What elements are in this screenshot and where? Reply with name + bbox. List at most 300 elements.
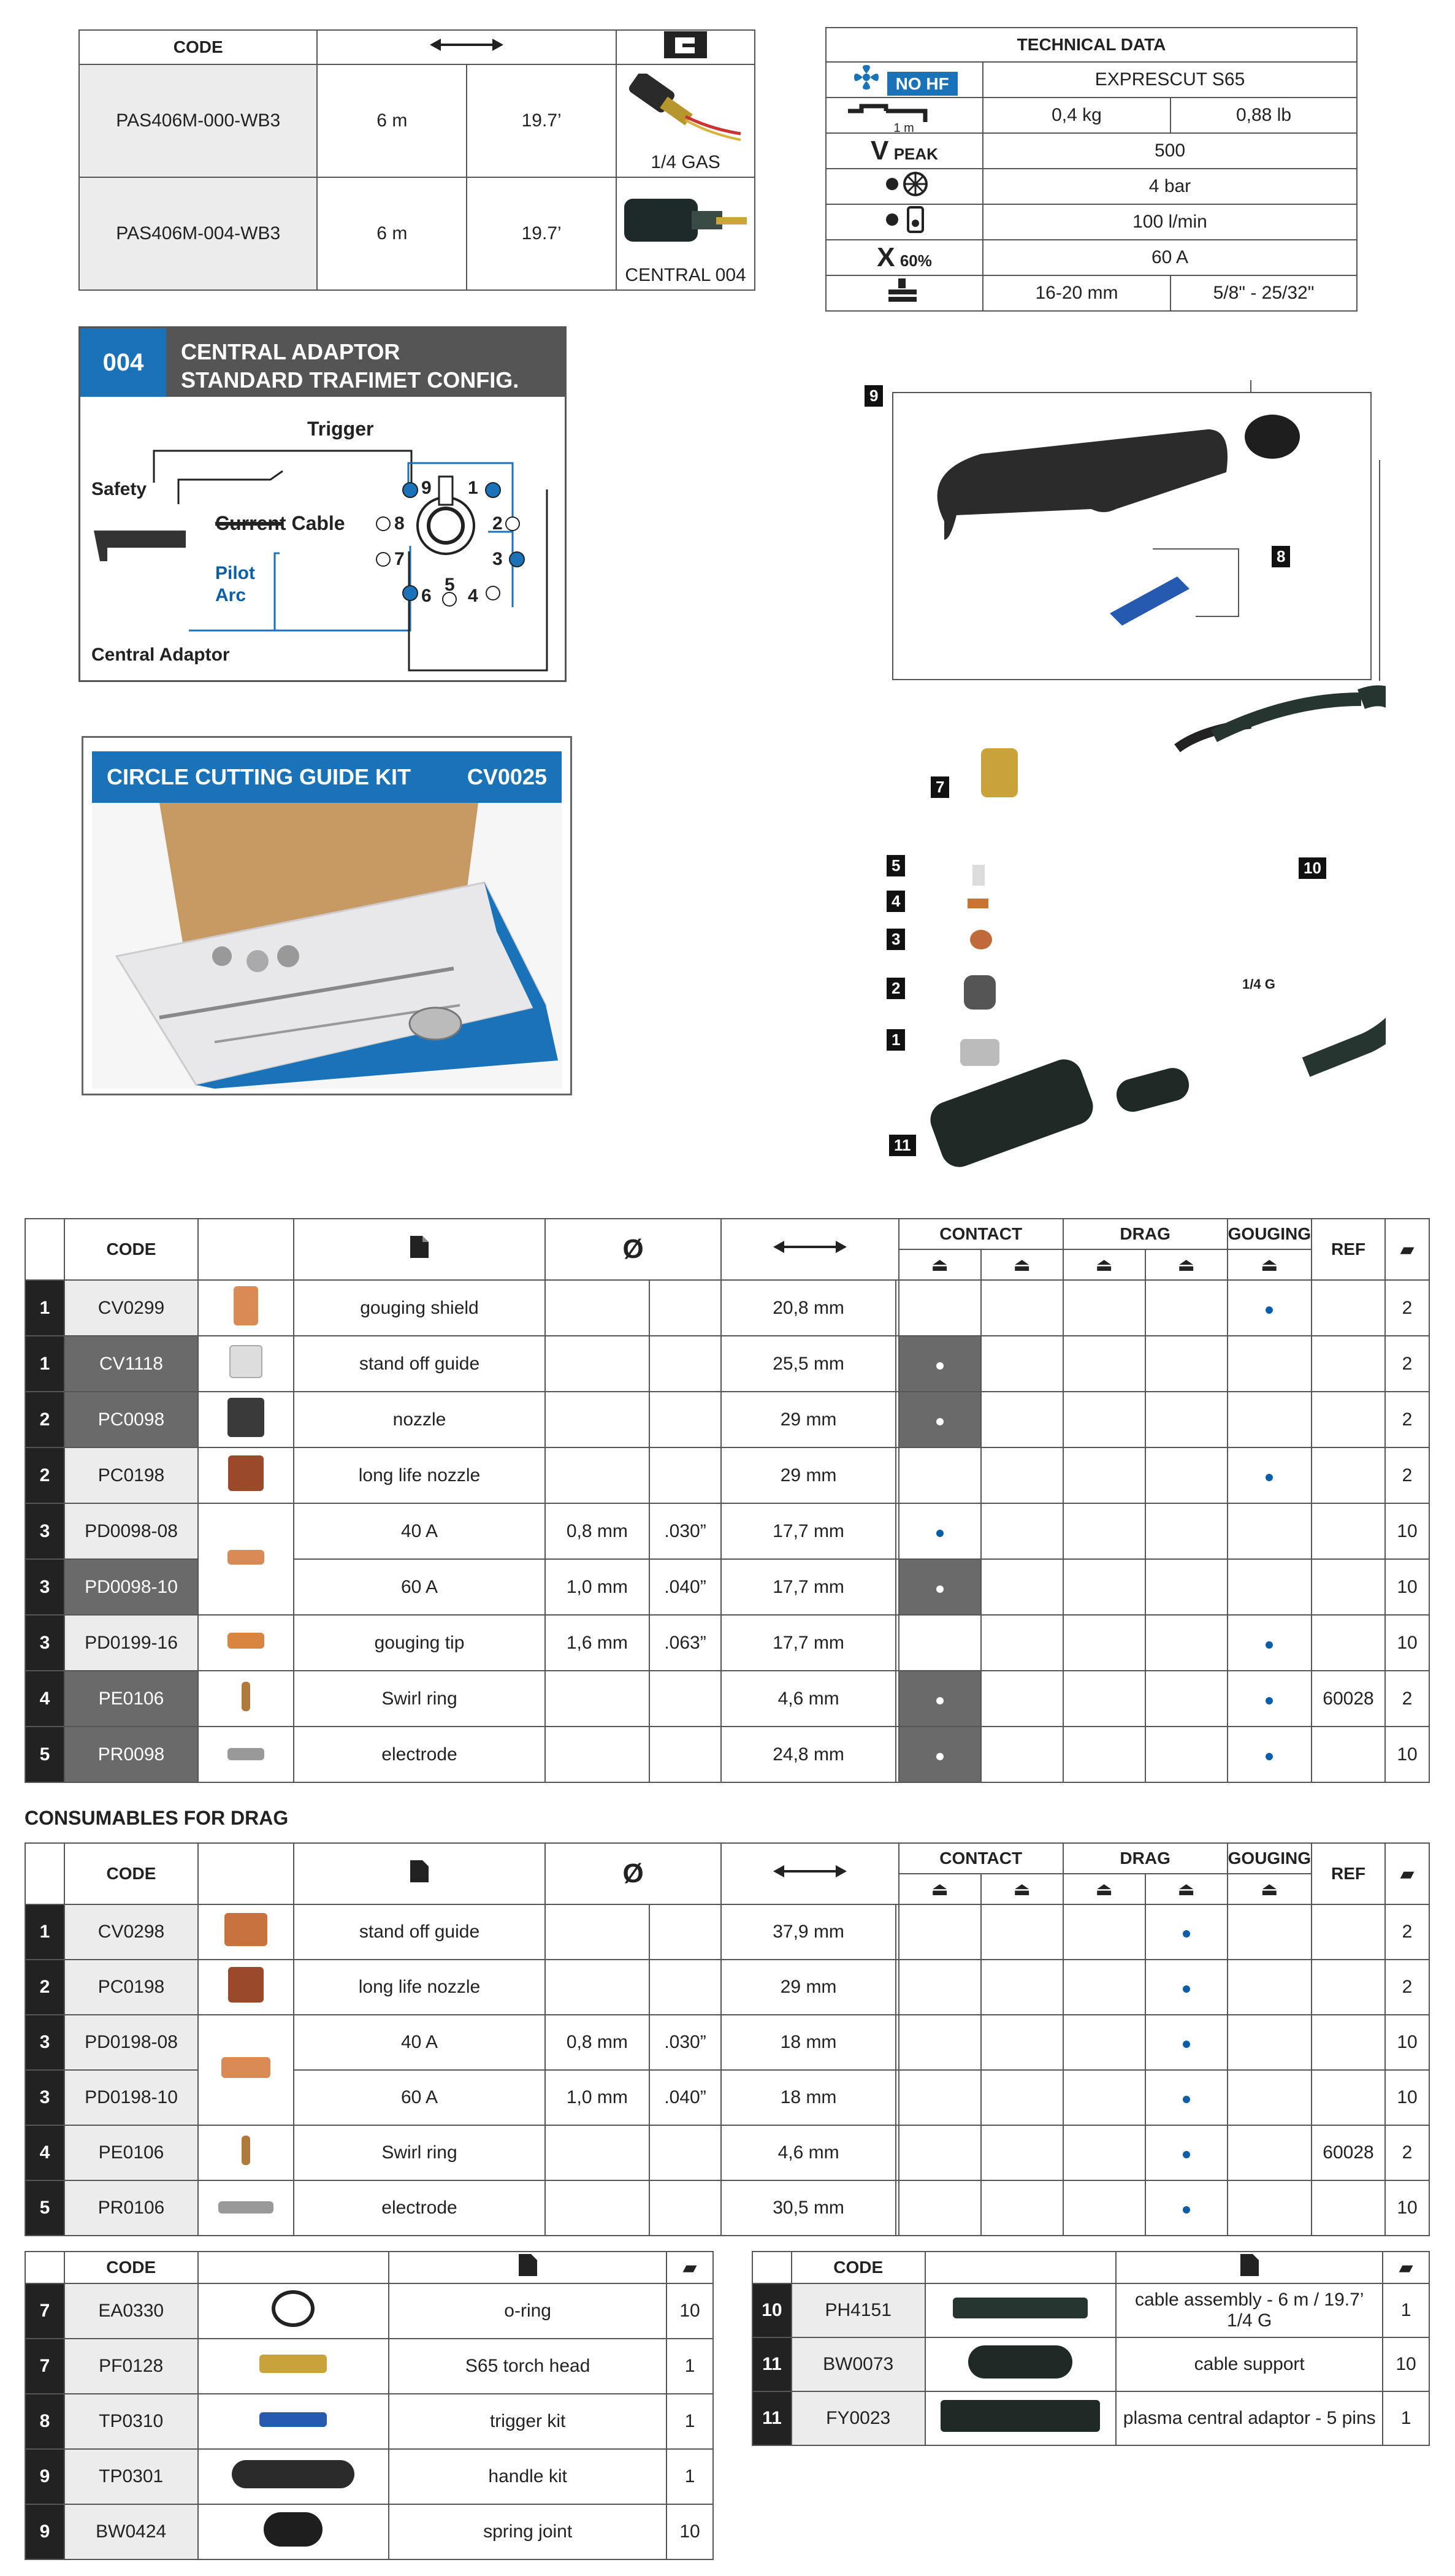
item-qty: 2	[1385, 1336, 1429, 1392]
item-desc: stand off guide	[294, 1904, 545, 1960]
peak-icon-cell	[826, 133, 983, 169]
diagram-tag-8: 8	[1272, 546, 1290, 567]
item-ref	[1312, 1904, 1385, 1960]
length-ft: 19.7’	[467, 177, 616, 290]
item-diam-in	[649, 1447, 722, 1503]
item-desc: electrode	[294, 2180, 545, 2236]
length-ft: 19.7’	[467, 64, 616, 177]
item-image	[925, 2283, 1117, 2337]
document-icon	[409, 1859, 430, 1884]
item-image	[198, 2015, 294, 2125]
pin-label-3: 3	[492, 549, 503, 569]
col-length	[721, 1219, 898, 1280]
cut-icon-cell	[826, 275, 983, 311]
kit-title: CIRCLE CUTTING GUIDE KIT	[107, 764, 411, 789]
trigger-kit-image	[1110, 577, 1190, 626]
box-icon: ▰	[1383, 2252, 1429, 2283]
col-desc	[294, 1843, 545, 1904]
item-length: 4,6 mm	[721, 1671, 896, 1727]
item-ref	[1312, 2070, 1385, 2125]
pin-label-9: 9	[421, 478, 432, 498]
weight-lb: 0,88 lb	[1170, 98, 1357, 133]
diameter-icon: Ø	[545, 1219, 721, 1280]
central-adaptor-image	[925, 1054, 1098, 1172]
flow-icon	[880, 205, 929, 234]
item-number: 3	[25, 1559, 64, 1615]
diagram-tag-7: 7	[931, 776, 949, 798]
item-number: 8	[25, 2394, 64, 2449]
col-img	[198, 1219, 294, 1280]
item-length: 29 mm	[721, 1960, 896, 2015]
item-qty: 10	[1385, 2015, 1429, 2070]
table-row	[25, 1615, 1429, 1671]
item-diam-in	[649, 1671, 722, 1727]
item-diam-mm: 1,6 mm	[545, 1615, 649, 1671]
connector-header	[616, 30, 755, 64]
table-row	[25, 1727, 1429, 1782]
item-number: 1	[25, 1904, 64, 1960]
item-number: 1	[25, 1280, 64, 1336]
item-desc: 40 A	[294, 2015, 545, 2070]
item-diam-in	[649, 1280, 722, 1336]
exploded-diagram	[834, 380, 1386, 1202]
table-row	[25, 2015, 1429, 2070]
table-row	[752, 2283, 1429, 2337]
adaptor-header	[80, 328, 565, 397]
gouging-mode-icon: ⏏	[1228, 1874, 1312, 1904]
item-diam-mm	[545, 1447, 649, 1503]
item-desc: electrode	[294, 1727, 545, 1782]
current-cable-label: Current Cable	[215, 512, 345, 534]
cut-mm: 16-20 mm	[983, 275, 1170, 311]
item-diam-mm	[545, 1960, 649, 2015]
weight-icon-cell	[826, 98, 983, 133]
gouging-mark	[1228, 1671, 1312, 1727]
item-ref	[1312, 1280, 1385, 1336]
cable-length-icon	[846, 99, 938, 127]
item-number: 11	[752, 2391, 792, 2445]
pressure-icon-cell	[826, 169, 983, 204]
document-icon	[1239, 2253, 1260, 2277]
item-image	[198, 1392, 294, 1447]
table-row	[25, 2339, 713, 2394]
item-number: 2	[25, 1392, 64, 1447]
item-code: PF0128	[64, 2339, 198, 2394]
pin-label-2: 2	[492, 513, 503, 534]
table-row	[25, 1336, 1429, 1392]
item-number: 5	[25, 2180, 64, 2236]
item-qty: 1	[1383, 2391, 1429, 2445]
contact-mark	[899, 1727, 981, 1782]
item-code: PR0106	[64, 2180, 198, 2236]
item-image	[198, 2180, 294, 2236]
diameter-icon: Ø	[545, 1843, 721, 1904]
item-desc: 60 A	[294, 2070, 545, 2125]
item-ref	[1312, 1559, 1385, 1615]
voltage-icon: V	[871, 136, 889, 166]
item-diam-mm	[545, 1727, 649, 1782]
col-drag: DRAG	[1063, 1843, 1228, 1874]
item-diam-in	[649, 1904, 722, 1960]
item-code: PC0098	[64, 1392, 198, 1447]
item-image	[198, 1280, 294, 1336]
spring-joint-image	[1245, 415, 1300, 459]
item-image	[198, 1615, 294, 1671]
col-num	[25, 1219, 64, 1280]
item-ref	[1312, 1727, 1385, 1782]
contact-mark	[899, 1559, 981, 1615]
table-row	[25, 2180, 1429, 2236]
item-code: CV0298	[64, 1904, 198, 1960]
contact-mark	[899, 1392, 981, 1447]
item-desc: stand off guide	[294, 1336, 545, 1392]
item-length: 37,9 mm	[721, 1904, 896, 1960]
item-image	[198, 2504, 389, 2559]
table-row	[25, 1671, 1429, 1727]
col-code: CODE	[64, 2252, 198, 2283]
cut-in: 5/8" - 25/32"	[1170, 275, 1357, 311]
length-m: 6 m	[317, 64, 467, 177]
torch-head-image	[981, 748, 1018, 797]
item-code: CV1118	[64, 1336, 198, 1392]
item-diam-mm: 0,8 mm	[545, 2015, 649, 2070]
safety-label: Safety	[91, 479, 147, 499]
item-ref	[1312, 1447, 1385, 1503]
item-desc-line-1: cable assembly - 6 m / 19.7’	[1134, 2290, 1364, 2310]
connector-label: CENTRAL 004	[625, 265, 746, 285]
item-qty: 2	[1385, 1392, 1429, 1447]
code-cell: PAS406M-004-WB3	[79, 177, 317, 290]
item-length: 18 mm	[721, 2070, 896, 2125]
col-contact: CONTACT	[899, 1219, 1063, 1249]
col-gouging: GOUGING	[1228, 1219, 1312, 1249]
diagram-tag-9: 9	[865, 385, 883, 407]
item-diam-mm	[545, 2125, 649, 2180]
item-ref	[1312, 1615, 1385, 1671]
kit-box-image	[92, 803, 562, 1089]
item-number: 7	[25, 2339, 64, 2394]
item-qty: 10	[666, 2283, 713, 2339]
gas-connector-image	[624, 74, 747, 147]
item-desc: 40 A	[294, 1503, 545, 1559]
drag-mode-2-icon: ⏏	[1145, 1874, 1228, 1904]
item-desc: Swirl ring	[294, 1671, 545, 1727]
item-desc-line-2: 1/4 G	[1227, 2310, 1272, 2331]
item-qty: 10	[1385, 1615, 1429, 1671]
tech-table	[825, 27, 1358, 312]
item-code: TP0301	[64, 2449, 198, 2504]
item-image	[198, 1671, 294, 1727]
length-header	[317, 30, 616, 64]
item-diam-in: .030”	[649, 1503, 722, 1559]
item-desc: trigger kit	[389, 2394, 666, 2449]
adaptor-number: 004	[80, 328, 166, 397]
item-diam-in: .030”	[649, 2015, 722, 2070]
weight-kg: 0,4 kg	[983, 98, 1170, 133]
item-ref	[1312, 1503, 1385, 1559]
item-diam-in	[649, 2180, 722, 2236]
drag-mark	[1145, 2015, 1228, 2070]
col-gouging: GOUGING	[1228, 1843, 1312, 1874]
item-diam-mm: 1,0 mm	[545, 2070, 649, 2125]
item-qty: 2	[1385, 1447, 1429, 1503]
col-code: CODE	[792, 2252, 925, 2283]
item-image	[198, 1447, 294, 1503]
item-number: 2	[25, 1447, 64, 1503]
diagram-tag-2: 2	[887, 978, 905, 999]
code-table	[78, 29, 755, 291]
cut-thickness-icon	[886, 277, 923, 304]
fan-icon	[851, 65, 882, 90]
item-number: 4	[25, 1671, 64, 1727]
item-code: PD0198-08	[64, 2015, 198, 2070]
item-qty: 1	[666, 2339, 713, 2394]
item-number: 5	[25, 1727, 64, 1782]
item-desc: nozzle	[294, 1392, 545, 1447]
adaptor-title-1: CENTRAL ADAPTOR	[181, 339, 400, 364]
item-qty: 2	[1385, 2125, 1429, 2180]
item-qty: 10	[1385, 1727, 1429, 1782]
item-diam-mm	[545, 1904, 649, 1960]
gouging-mode-icon: ⏏	[1228, 1249, 1312, 1280]
item-code: FY0023	[792, 2391, 925, 2445]
item-ref	[1312, 1336, 1385, 1392]
peak-label: PEAK	[893, 145, 938, 163]
drag-mode-2-icon: ⏏	[1145, 1249, 1228, 1280]
drag-mark	[1145, 1960, 1228, 2015]
duty-value: 60 A	[983, 240, 1357, 275]
item-number: 10	[752, 2283, 792, 2337]
drag-mark	[1145, 1904, 1228, 1960]
item-code: PR0098	[64, 1727, 198, 1782]
item-image	[198, 2339, 389, 2394]
consumables-table	[25, 1218, 1430, 1783]
item-qty: 2	[1385, 1671, 1429, 1727]
pin-label-8: 8	[394, 513, 405, 534]
double-arrow-icon	[773, 1238, 847, 1256]
item-ref	[1312, 2015, 1385, 2070]
duty-cycle-icon: X	[877, 242, 895, 272]
diagram-tag-3: 3	[887, 929, 905, 950]
item-qty: 10	[1383, 2337, 1429, 2391]
unit-1m: 1 m	[893, 121, 914, 135]
code-header: CODE	[79, 30, 317, 64]
item-length: 17,7 mm	[721, 1615, 896, 1671]
item-qty: 10	[1385, 2070, 1429, 2125]
item-diam-in: .040”	[649, 2070, 722, 2125]
item-qty: 1	[1383, 2283, 1429, 2337]
table-row	[25, 1280, 1429, 1336]
drag-mode-1-icon: ⏏	[1063, 1249, 1145, 1280]
drag-mode-1-icon: ⏏	[1063, 1874, 1145, 1904]
item-image	[925, 2337, 1117, 2391]
spares-left-table	[25, 2251, 714, 2560]
duty-label: 60%	[899, 251, 932, 270]
item-code: PC0198	[64, 1447, 198, 1503]
gouging-mark	[1228, 1615, 1312, 1671]
item-number: 4	[25, 2125, 64, 2180]
item-desc: S65 torch head	[389, 2339, 666, 2394]
item-diam-mm	[545, 1671, 649, 1727]
item-length: 20,8 mm	[721, 1280, 896, 1336]
table-row	[25, 2125, 1429, 2180]
diagram-tag-11: 11	[889, 1135, 916, 1156]
item-qty: 2	[1385, 1280, 1429, 1336]
table-row	[25, 2449, 713, 2504]
drag-table	[25, 1842, 1430, 2236]
item-number: 11	[752, 2337, 792, 2391]
item-code: EA0330	[64, 2283, 198, 2339]
document-icon	[409, 1235, 430, 1259]
diagram-tag-4: 4	[887, 891, 905, 912]
connector-label: 1/4 GAS	[651, 152, 720, 172]
item-length: 24,8 mm	[721, 1727, 896, 1782]
item-qty: 10	[1385, 1503, 1429, 1559]
drag-mark	[1145, 2180, 1228, 2236]
table-row	[25, 2504, 713, 2559]
pin-label-1: 1	[468, 478, 478, 498]
item-qty: 1	[666, 2394, 713, 2449]
item-ref	[1312, 2180, 1385, 2236]
pin-label-5: 5	[445, 575, 455, 595]
item-code: BW0073	[792, 2337, 925, 2391]
peak-value: 500	[983, 133, 1357, 169]
table-row	[752, 2391, 1429, 2445]
item-ref	[1312, 1392, 1385, 1447]
col-desc	[389, 2252, 666, 2283]
item-code: PE0106	[64, 1671, 198, 1727]
item-diam-in	[649, 1336, 722, 1392]
item-qty: 2	[1385, 1904, 1429, 1960]
col-desc	[294, 1219, 545, 1280]
drag-mark	[1145, 2070, 1228, 2125]
code-cell: PAS406M-000-WB3	[79, 64, 317, 177]
nohf-cell	[826, 62, 983, 98]
pressure-value: 4 bar	[983, 169, 1357, 204]
item-image	[198, 1960, 294, 2015]
handle-image	[938, 429, 1228, 540]
item-number: 3	[25, 2015, 64, 2070]
flow-icon-cell	[826, 204, 983, 240]
item-diam-mm: 1,0 mm	[545, 1559, 649, 1615]
item-number: 2	[25, 1960, 64, 2015]
item-code: BW0424	[64, 2504, 198, 2559]
item-diam-in	[649, 2125, 722, 2180]
item-image	[198, 2394, 389, 2449]
item-desc: cable support	[1116, 2337, 1383, 2391]
gouging-mark	[1228, 1280, 1312, 1336]
pin-label-7: 7	[394, 549, 405, 569]
box-icon: ▰	[666, 2252, 713, 2283]
item-diam-mm	[545, 1336, 649, 1392]
item-number: 3	[25, 2070, 64, 2125]
item-number: 7	[25, 2283, 64, 2339]
diagram-tag-5: 5	[887, 855, 905, 876]
item-diam-in: .040”	[649, 1559, 722, 1615]
diagram-label-14g: 1/4 G	[1242, 976, 1275, 992]
adaptor-panel	[78, 326, 567, 682]
item-diam-mm	[545, 1280, 649, 1336]
item-qty: 10	[666, 2504, 713, 2559]
col-length	[721, 1843, 898, 1904]
table-row	[25, 1503, 1429, 1559]
item-image	[198, 1727, 294, 1782]
item-length: 4,6 mm	[721, 2125, 896, 2180]
table-row	[25, 1392, 1429, 1447]
adaptor-title-2: STANDARD TRAFIMET CONFIG.	[181, 367, 519, 393]
item-length: 29 mm	[721, 1447, 896, 1503]
model: EXPRESCUT S65	[983, 62, 1357, 98]
item-desc: o-ring	[389, 2283, 666, 2339]
central-connector-image	[624, 186, 747, 260]
box-icon: ▰	[1385, 1843, 1429, 1904]
item-desc: plasma central adaptor - 5 pins	[1116, 2391, 1383, 2445]
item-number: 9	[25, 2504, 64, 2559]
spares-right-table	[752, 2251, 1430, 2446]
item-length: 17,7 mm	[721, 1559, 896, 1615]
item-desc: gouging tip	[294, 1615, 545, 1671]
item-diam-mm	[545, 2180, 649, 2236]
contact-mark	[899, 1336, 981, 1392]
item-code: TP0310	[64, 2394, 198, 2449]
pilot-label: Pilot	[215, 563, 255, 583]
length-m: 6 m	[317, 177, 467, 290]
diagram-tag-10: 10	[1299, 857, 1326, 879]
kit-code: CV0025	[467, 764, 547, 789]
kit-panel	[82, 736, 572, 1095]
item-code: CV0299	[64, 1280, 198, 1336]
pilot-arc-label	[215, 562, 255, 607]
item-qty: 1	[666, 2449, 713, 2504]
pin-label-4: 4	[468, 586, 478, 606]
item-length: 18 mm	[721, 2015, 896, 2070]
item-length: 25,5 mm	[721, 1336, 896, 1392]
item-length: 29 mm	[721, 1392, 896, 1447]
table-row	[752, 2337, 1429, 2391]
table-row	[25, 1904, 1429, 1960]
item-image	[198, 1336, 294, 1392]
drag-mark	[1145, 2125, 1228, 2180]
item-qty: 10	[1385, 1559, 1429, 1615]
nohf-badge: NO HF	[887, 72, 958, 96]
item-image	[925, 2391, 1117, 2445]
item-image	[198, 1904, 294, 1960]
item-diam-in	[649, 1960, 722, 2015]
col-drag: DRAG	[1063, 1219, 1228, 1249]
trigger-label: Trigger	[307, 418, 374, 440]
item-image	[198, 2449, 389, 2504]
box-icon: ▰	[1385, 1219, 1429, 1280]
arc-label: Arc	[215, 585, 246, 605]
item-ref	[1312, 1960, 1385, 2015]
item-diam-mm	[545, 1392, 649, 1447]
table-row	[25, 2283, 713, 2339]
double-arrow-icon	[430, 36, 503, 54]
flow-value: 100 l/min	[983, 204, 1357, 240]
item-image	[198, 1503, 294, 1615]
item-ref: 60028	[1312, 2125, 1385, 2180]
item-desc: handle kit	[389, 2449, 666, 2504]
item-diam-in: .063”	[649, 1615, 722, 1671]
item-desc: long life nozzle	[294, 1447, 545, 1503]
double-arrow-icon	[773, 1862, 847, 1880]
item-diam-in	[649, 1392, 722, 1447]
kit-header	[92, 751, 562, 803]
item-code: PC0198	[64, 1960, 198, 2015]
contact-mode-1-icon: ⏏	[899, 1874, 981, 1904]
table-row	[25, 1960, 1429, 2015]
diagram-tag-1: 1	[887, 1029, 905, 1051]
